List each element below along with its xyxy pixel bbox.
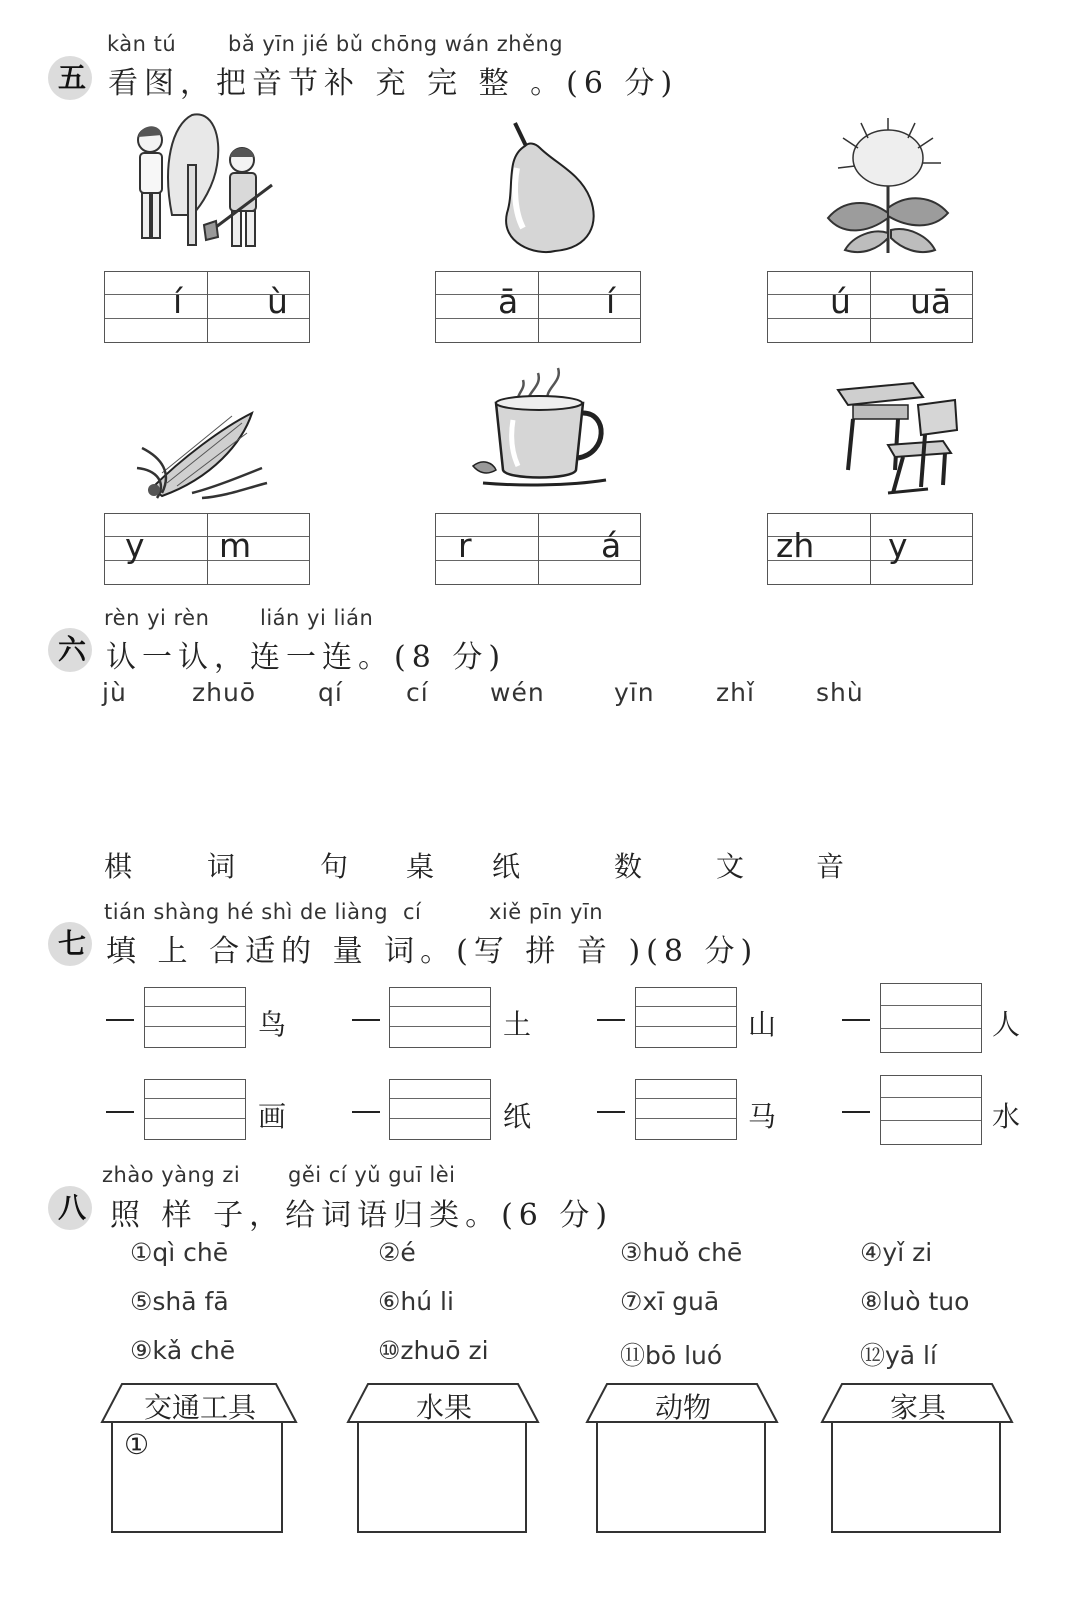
- s5-grid-5[interactable]: [435, 513, 641, 585]
- s8-item-9: ⑨kǎ chē: [130, 1336, 236, 1365]
- s7-badge: 七: [48, 922, 92, 966]
- s7-word-4: 人: [992, 1008, 1021, 1041]
- s7-box-7[interactable]: [635, 1079, 737, 1140]
- house-label-3: 动物: [654, 1391, 711, 1424]
- s5-grid-4[interactable]: [104, 513, 310, 585]
- s5-grid-2-right: í: [606, 282, 616, 321]
- s6-badge: 六: [48, 628, 92, 672]
- s8-item-2: ②é: [378, 1238, 416, 1267]
- s6-char-3[interactable]: 句: [320, 850, 349, 883]
- s8-item-1: ①qì chē: [130, 1238, 229, 1267]
- s5-grid-1-right: ù: [267, 282, 288, 321]
- s5-grid-2-left: ā: [498, 282, 519, 321]
- pear-image: [495, 118, 605, 258]
- s7-dash: [352, 1019, 380, 1021]
- s5-grid-6-left: zh: [776, 526, 815, 565]
- s5-grid-3[interactable]: [767, 271, 973, 343]
- s7-box-6[interactable]: [389, 1079, 491, 1140]
- s7-box-1[interactable]: [144, 987, 246, 1048]
- s5-grid-1-left: í: [173, 282, 183, 321]
- s8-item-11: ⑪bō luó: [620, 1341, 723, 1370]
- s6-char-4[interactable]: 桌: [406, 850, 435, 883]
- s7-word-2: 土: [503, 1008, 532, 1041]
- s8-pinyin-right: gěi cí yǔ guī lèi: [288, 1163, 456, 1187]
- s6-char-6[interactable]: 数: [614, 850, 643, 883]
- s7-pinyin-c: xiě pīn yīn: [489, 900, 604, 924]
- s7-dash: [842, 1111, 870, 1113]
- s6-pinyin-3[interactable]: qí: [318, 678, 343, 707]
- s5-grid-4-right: m: [219, 526, 252, 565]
- s7-dash: [106, 1019, 134, 1021]
- s7-word-8: 水: [992, 1100, 1021, 1133]
- s7-dash: [597, 1111, 625, 1113]
- s5-title: 看图，把音节补 充 完 整 。(6 分): [108, 66, 679, 101]
- s7-dash: [597, 1019, 625, 1021]
- s8-item-12: ⑫yā lí: [860, 1341, 937, 1370]
- s6-char-2[interactable]: 词: [207, 850, 236, 883]
- s5-grid-6[interactable]: [767, 513, 973, 585]
- s6-pinyin-8[interactable]: shù: [816, 678, 864, 707]
- s7-box-8[interactable]: [880, 1075, 982, 1145]
- s6-pinyin-4[interactable]: cí: [406, 678, 429, 707]
- s7-box-4[interactable]: [880, 983, 982, 1053]
- s8-item-3: ③huǒ chē: [620, 1238, 743, 1267]
- s7-pinyin-a: tián shàng hé shì de liàng: [104, 900, 389, 924]
- house-sample-1: ①: [124, 1428, 150, 1461]
- s7-word-6: 纸: [503, 1100, 532, 1133]
- s7-dash: [352, 1111, 380, 1113]
- s5-grid-3-right: uā: [910, 282, 952, 321]
- s6-pinyin-7[interactable]: zhǐ: [716, 678, 755, 707]
- corn-image: [132, 398, 272, 503]
- s8-badge: 八: [48, 1186, 92, 1230]
- s8-item-8: ⑧luò tuo: [860, 1287, 970, 1316]
- s5-badge: 五: [48, 56, 92, 100]
- s7-word-7: 马: [748, 1100, 777, 1133]
- s6-pinyin-2[interactable]: zhuō: [192, 678, 257, 707]
- s7-word-1: 鸟: [258, 1008, 287, 1041]
- s7-box-2[interactable]: [389, 987, 491, 1048]
- s6-pinyin-5[interactable]: wén: [490, 678, 545, 707]
- s8-item-10: ⑩zhuō zi: [378, 1336, 489, 1365]
- s5-grid-6-right: y: [888, 526, 908, 565]
- s6-pinyin-6[interactable]: yīn: [614, 678, 655, 707]
- s7-dash: [106, 1111, 134, 1113]
- s5-pinyin-right: bǎ yīn jié bǔ chōng wán zhěng: [228, 32, 564, 56]
- s6-pinyin-1[interactable]: jù: [102, 678, 127, 707]
- s8-item-6: ⑥hú li: [378, 1287, 454, 1316]
- s6-char-5[interactable]: 纸: [492, 850, 521, 883]
- house-label-4: 家具: [889, 1391, 946, 1424]
- s6-char-8[interactable]: 音: [816, 850, 845, 883]
- s7-dash: [842, 1019, 870, 1021]
- s5-grid-4-left: y: [125, 526, 145, 565]
- s5-grid-3-left: ú: [830, 282, 851, 321]
- s5-pinyin-left: kàn tú: [107, 32, 177, 56]
- s7-word-5: 画: [258, 1100, 287, 1133]
- s5-grid-5-right: á: [601, 526, 622, 565]
- children-planting-tree-image: [132, 105, 282, 255]
- s8-title: 照 样 子，给词语归类。(6 分): [110, 1198, 614, 1233]
- chrysanthemum-image: [813, 118, 958, 258]
- s8-pinyin-left: zhào yàng zi: [102, 1163, 241, 1187]
- s7-pinyin-b: cí: [403, 900, 422, 924]
- s8-item-4: ④yǐ zi: [860, 1238, 933, 1267]
- s8-item-7: ⑦xī guā: [620, 1287, 720, 1316]
- s7-title: 填 上 合适的 量 词。(写 拼 音 )(8 分): [106, 934, 759, 969]
- teacup-image: [468, 358, 613, 493]
- s7-box-3[interactable]: [635, 987, 737, 1048]
- s5-grid-1[interactable]: [104, 271, 310, 343]
- s6-pinyin-right: lián yi lián: [260, 606, 374, 630]
- s7-box-5[interactable]: [144, 1079, 246, 1140]
- s6-char-1[interactable]: 棋: [104, 850, 133, 883]
- s7-word-3: 山: [748, 1008, 777, 1041]
- s6-pinyin-left: rèn yi rèn: [104, 606, 210, 630]
- s8-item-5: ⑤shā fā: [130, 1287, 229, 1316]
- s5-grid-2[interactable]: [435, 271, 641, 343]
- s6-title: 认一认，连一连。(8 分): [106, 640, 507, 675]
- house-label-2: 水果: [415, 1391, 472, 1424]
- s5-grid-5-left: r: [458, 526, 472, 565]
- desk-chair-image: [833, 375, 963, 500]
- house-label-1: 交通工具: [143, 1391, 256, 1424]
- s6-char-7[interactable]: 文: [716, 850, 745, 883]
